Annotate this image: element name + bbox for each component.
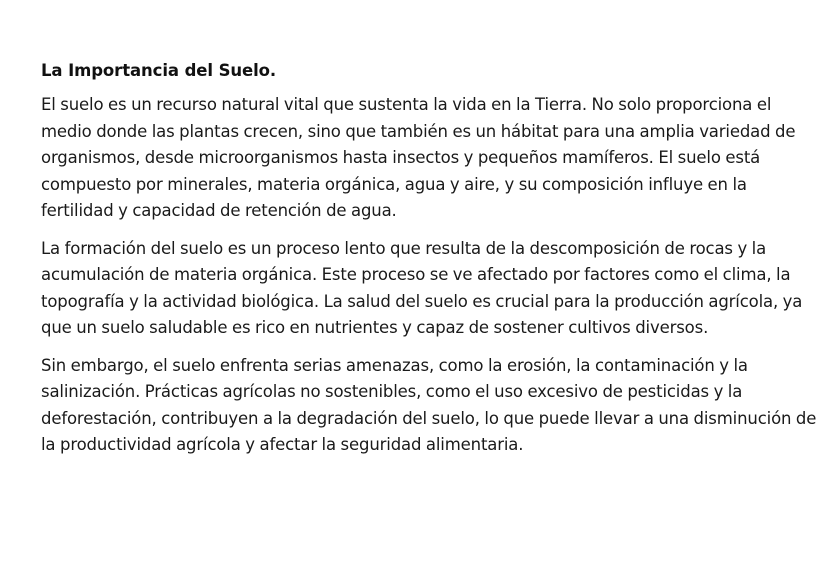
paragraph-3: Sin embargo, el suelo enfrenta serias amenazas, como la erosión, la contaminación y la salinización. Prácticas agrícolas no sostenibles, como el uso excesivo de pesticidas y la deforestación, contribuyen a la degradación del suelo, lo que puede llevar a una disminución de la productividad agrícola y afectar la seguridad alimentaria.: [41, 355, 817, 454]
document-body: [41, 58, 821, 470]
document-title: La Importancia del Suelo.: [41, 61, 277, 80]
paragraph-1: El suelo es un recurso natural vital que sustenta la vida en la Tierra. No solo proporciona el medio donde las plantas crecen, sino que también es un hábitat para una amplia variedad de organismos, desde microorganismos hasta insectos y pequeños mamíferos. El suelo está compuesto por minerales, materia orgánica, agua y aire, y su composición influye en la fertilidad y capacidad de retención de agua.: [41, 95, 796, 220]
paragraph-2: La formación del suelo es un proceso lento que resulta de la descomposición de rocas y la acumulación de materia orgánica. Este proceso se ve afectado por factores como el clima, la topografía y la actividad biológica. La salud del suelo es crucial para la producción agrícola, ya que un suelo saludable es rico en nutrientes y capaz de sostener cultivos diversos.: [41, 238, 803, 337]
